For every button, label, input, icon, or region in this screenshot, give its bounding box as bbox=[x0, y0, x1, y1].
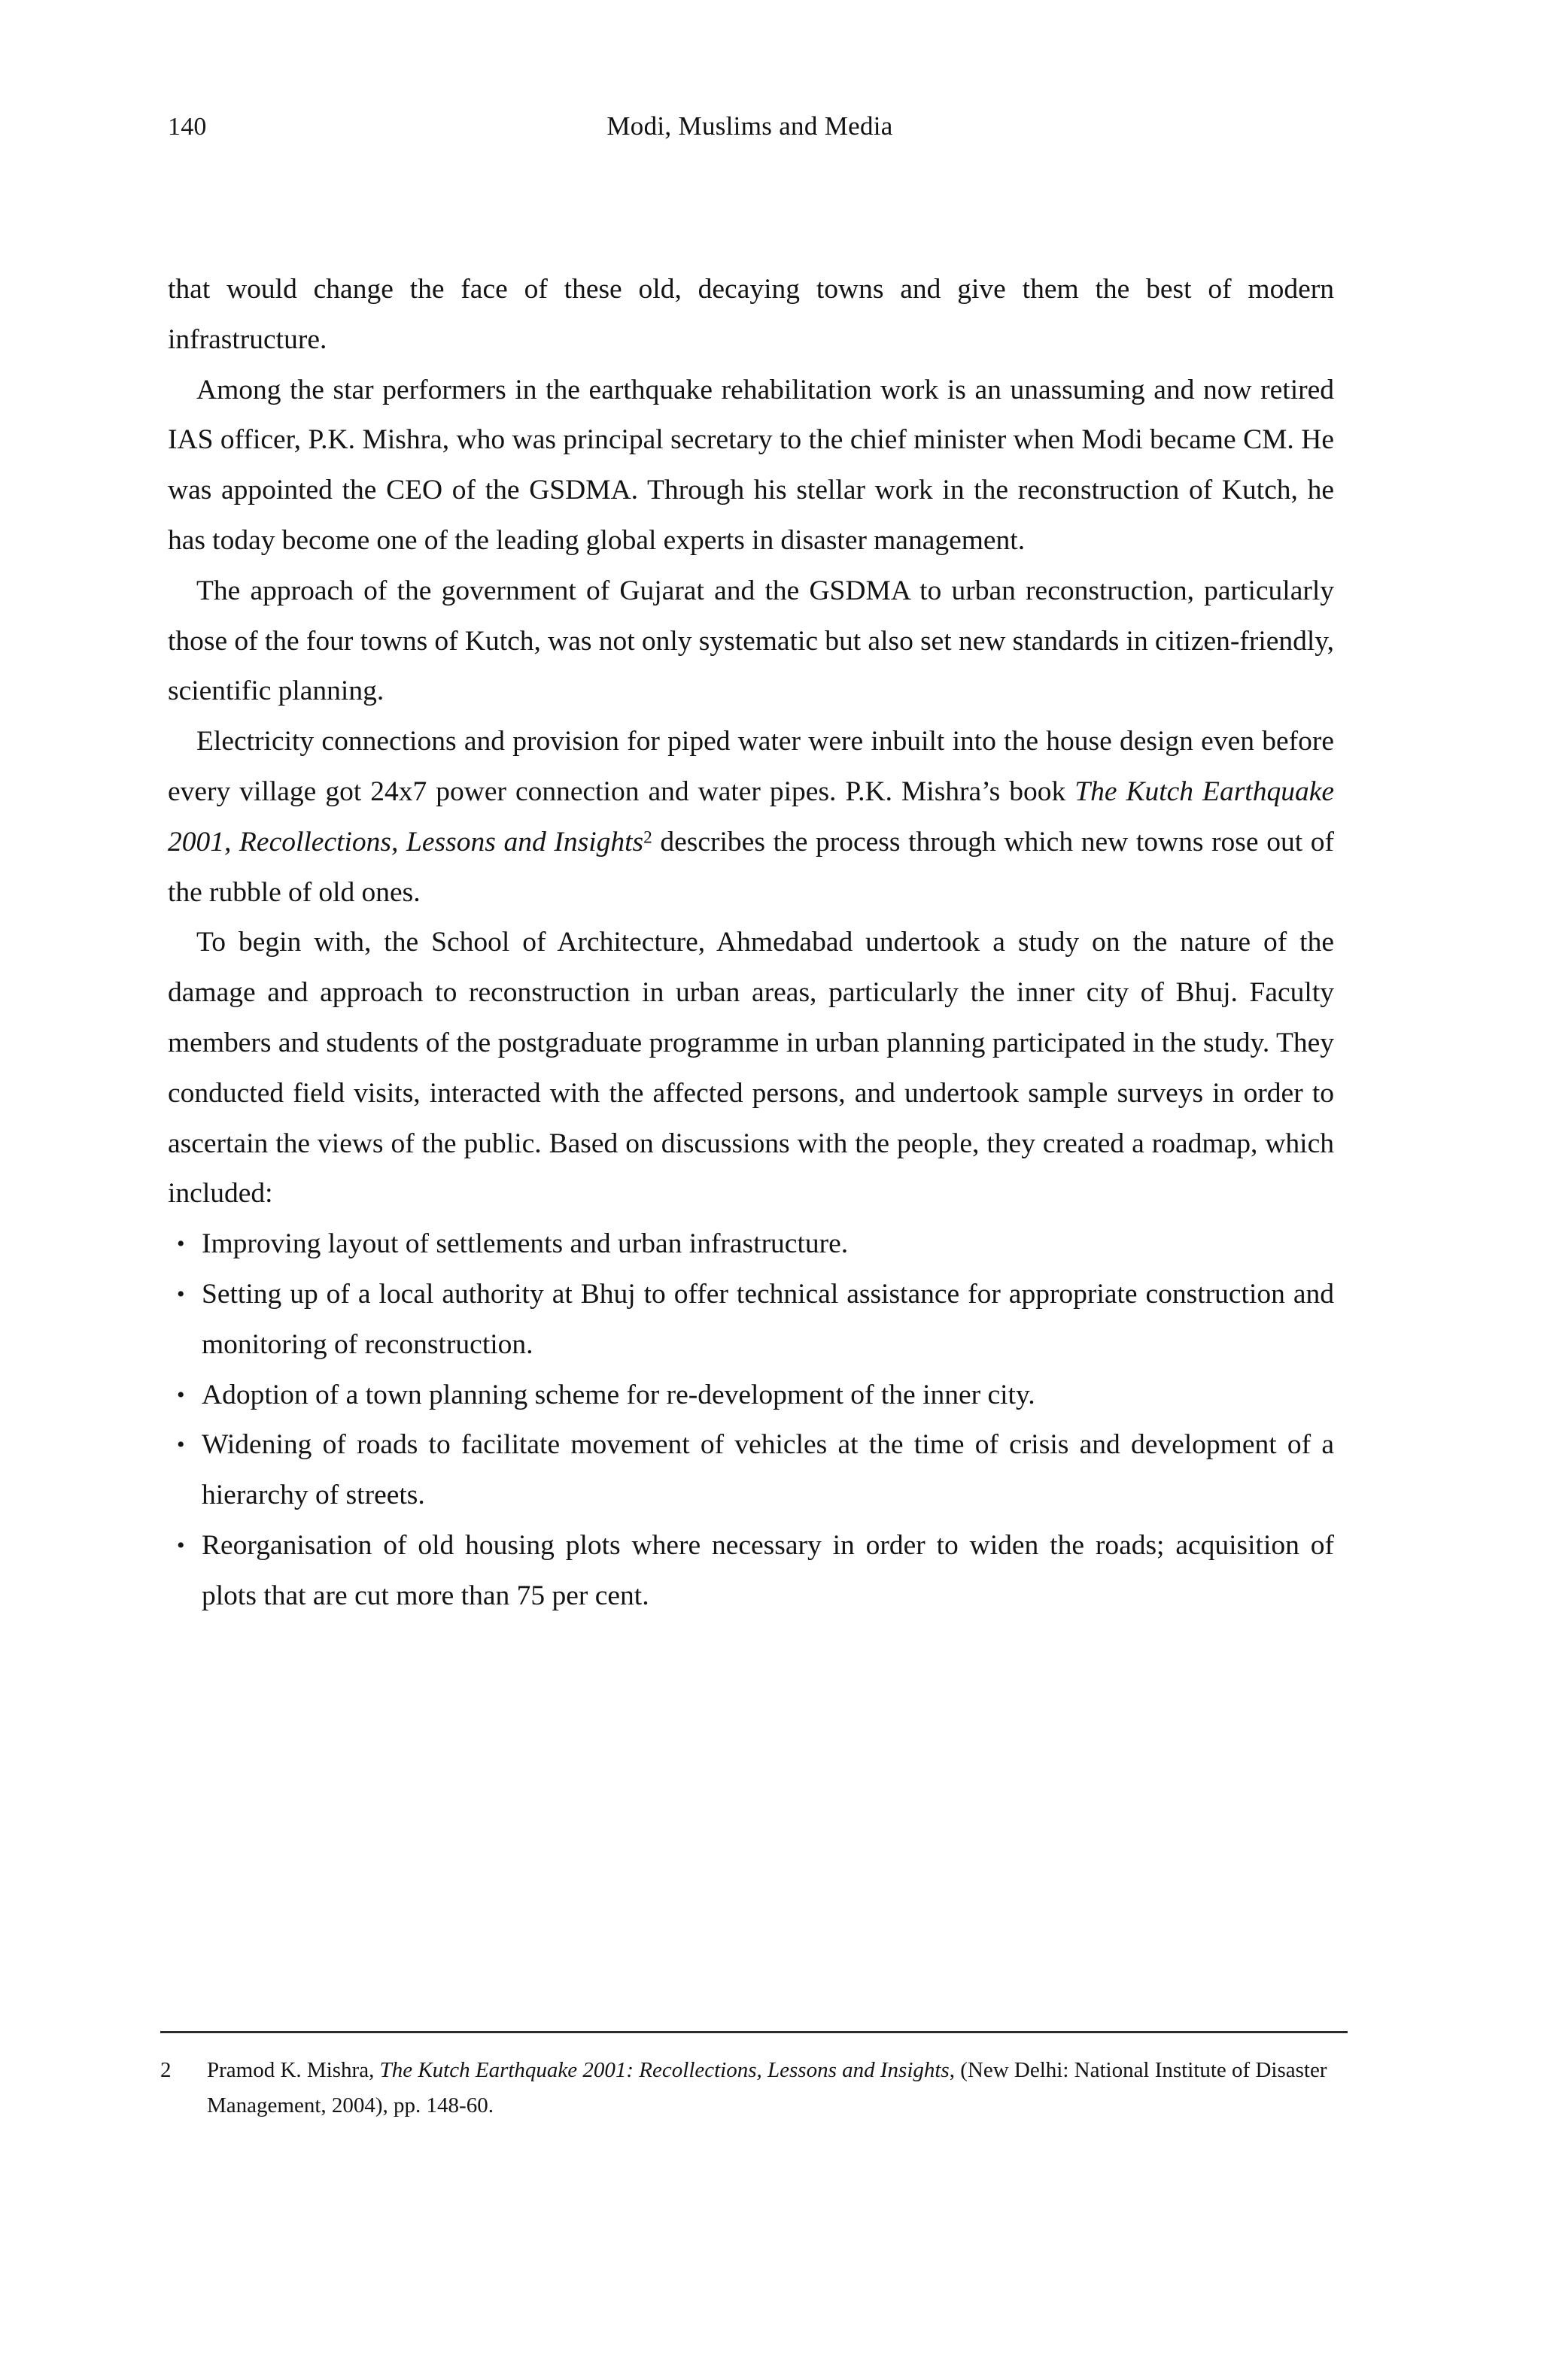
page-folio: 140 bbox=[168, 113, 207, 141]
roadmap-bullet-list bbox=[168, 1219, 1334, 1621]
paragraph-5: To begin with, the School of Architecture, Ahmedabad undertook a study on the nature of the damage and approach to reconstruction in urban areas, particularly the inner city of Bhuj. Faculty members and students of the postgraduate programme in urban planning participated in the study. They conducted field visits, interacted with the affected persons, and undertook sample surveys in order to ascertain the views of the public. Based on discussions with the people, they created a roadmap, which included: bbox=[168, 927, 1334, 1210]
body-text-block bbox=[168, 265, 1334, 1622]
paragraph-4-tail: describes the process through which new towns rose out of the rubble of old ones. bbox=[168, 826, 1334, 908]
list-item: • Reorganisation of old housing plots where necessary in order to widen the roads; acquisition of plots that are cut more than 75 per cent. bbox=[168, 1521, 1334, 1622]
footnote-separator-rule bbox=[160, 2031, 1348, 2033]
footnote-number: 2 bbox=[160, 2058, 172, 2082]
paragraph-1: that would change the face of these old, decaying towns and give them the best of modern infrastructure. bbox=[168, 274, 1334, 355]
footnote-text bbox=[207, 2053, 1348, 2123]
list-item: • Setting up of a local authority at Bhuj to offer technical assistance for appropriate construction and monitoring of reconstruction. bbox=[168, 1270, 1334, 1371]
list-item: • Adoption of a town planning scheme for re-development of the inner city. bbox=[168, 1371, 1334, 1421]
footnote-title-italic: The Kutch Earthquake 2001: Recollections, Lessons and Insights bbox=[379, 2058, 950, 2082]
footnote-author: Pramod K. Mishra, bbox=[207, 2058, 380, 2082]
footnote-marker: 2 bbox=[643, 827, 652, 848]
footnote-entry bbox=[160, 2053, 1348, 2123]
footnote-publication: , (New Delhi: National Institute of Disaster Management, 2004), pp. 148-60. bbox=[207, 2058, 1327, 2117]
list-item: • Improving layout of settlements and urban infrastructure. bbox=[168, 1219, 1334, 1270]
paragraph-3: The approach of the government of Gujarat and the GSDMA to urban reconstruction, particularly those of the four towns of Kutch, was not only systematic but also set new standards in citizen-friendly, scientific planning. bbox=[168, 575, 1334, 707]
list-item: • Widening of roads to facilitate movement of vehicles at the time of crisis and development of a hierarchy of streets. bbox=[168, 1420, 1334, 1521]
book-title-italic: The Kutch Earthquake 2001, Recollections, Lessons and Insights bbox=[168, 776, 1335, 858]
paragraph-4-lead: Electricity connections and provision for piped water were inbuilt into the house design even before every village got 24x7 power connection and water pipes. P.K. Mishra’s book bbox=[168, 726, 1334, 807]
paragraph-2: Among the star performers in the earthquake rehabilitation work is an unassuming and now retired IAS officer, P.K. Mishra, who was principal secretary to the chief minister when Modi became CM. He was appointed the CEO of the GSDMA. Through his stellar work in the reconstruction of Kutch, he has today become one of the leading global experts in disaster management. bbox=[168, 374, 1334, 556]
running-head bbox=[168, 113, 1332, 150]
footnote-area bbox=[160, 2031, 1348, 2123]
running-title: Modi, Muslims and Media bbox=[606, 111, 893, 141]
paragraph-4 bbox=[168, 717, 1334, 918]
